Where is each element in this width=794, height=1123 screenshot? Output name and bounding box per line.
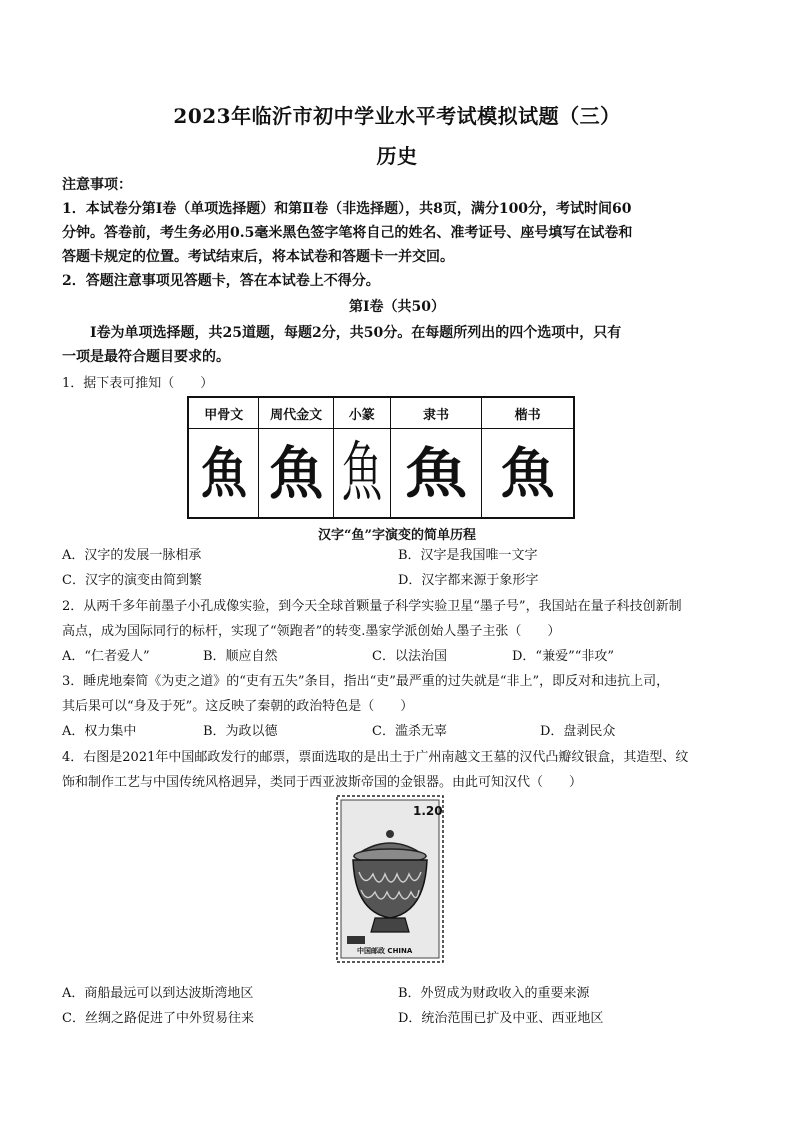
glyph-seal: 魚 [333,429,390,519]
glyph-bronze: 魚 [259,429,333,519]
q3-option-a[interactable]: A．权力集中 [62,724,137,739]
notes-item-1-line-3: 答题卡规定的位置。考试结束后，将本试卷和答题卡一并交回。 [62,249,454,265]
table-header-seal: 小篆 [333,397,390,429]
q1-option-c[interactable]: C．汉字的演变由简到繁 [62,573,202,588]
q3-option-c[interactable]: C．滥杀无辜 [372,724,447,739]
q4-option-b[interactable]: B．外贸成为财政收入的重要来源 [398,986,590,1001]
stamp-issuer: 中国邮政 CHINA [357,947,413,955]
stamp-value: 1.20 [413,804,443,818]
glyph-oracle: 魚 [188,429,259,519]
q2-option-d[interactable]: D．“兼爱”“非攻” [512,649,615,664]
exam-title: 2023年临沂市初中学业水平考试模拟试题（三） [173,104,621,128]
q1-option-a[interactable]: A．汉字的发展一脉相承 [62,548,202,563]
q3-stem-line-2: 其后果可以“身及于死”。这反映了秦朝的政治特色是（ ） [62,699,414,714]
q2-option-c[interactable]: C．以法治国 [372,649,447,664]
q1-option-b[interactable]: B．汉字是我国唯一文字 [398,548,538,563]
table-header-bronze: 周代金文 [259,397,333,429]
q3-stem-line-1: 3．睡虎地秦简《为吏之道》的“吏有五失”条目，指出“吏”最严重的过失就是“非上”，即反对和违抗上司， [62,674,670,689]
q4-stem-line-1: 4．右图是2021年中国邮政发行的邮票，票面选取的是出土于广州南越文王墓的汉代凸瓣纹银盒，其造型、纹 [62,750,689,765]
q2-stem-line-1: 2．从两千多年前墨子小孔成像实验，到今天全球首颗量子科学实验卫星“墨子号”，我国站在量子科技创新制 [62,599,682,614]
notes-item-1-line-2: 分钟。答卷前，考生务必用0.5毫米黑色签字笔将自己的姓名、准考证号、座号填写在试卷和 [62,225,633,241]
table-header-regular: 楷书 [482,397,574,429]
q4-option-d[interactable]: D．统治范围已扩及中亚、西亚地区 [398,1011,604,1026]
q1-option-d[interactable]: D．汉字都来源于象形字 [398,573,539,588]
notes-item-1-line-1: 1．本试卷分第Ⅰ卷（单项选择题）和第Ⅱ卷（非选择题），共8页，满分100分，考试时间60 [62,201,632,217]
q4-option-a[interactable]: A．商船最远可以到达波斯湾地区 [62,986,254,1001]
q2-option-b[interactable]: B．顺应自然 [203,649,278,664]
glyph-clerical: 魚 [390,429,482,519]
fish-evolution-table [187,396,575,519]
q2-option-a[interactable]: A．“仁者爱人” [62,649,150,664]
subject-title: 历史 [376,144,418,168]
notes-item-2: 2．答题注意事项见答题卡，答在本试卷上不得分。 [62,273,380,289]
q4-option-c[interactable]: C．丝绸之路促进了中外贸易往来 [62,1011,254,1026]
notes-heading: 注意事项： [62,177,132,193]
stamp-illustration [335,794,445,964]
q3-option-b[interactable]: B．为政以德 [203,724,278,739]
section-1-intro-line-2: 一项是最符合题目要求的。 [62,349,230,365]
section-1-intro-line-1: Ⅰ卷为单项选择题，共25道题，每题2分，共50分。在每题所列出的四个选项中，只有 [90,325,622,341]
table-caption: 汉字“鱼”字演变的简单历程 [318,528,476,543]
q1-stem: 1．据下表可推知（ ） [62,376,214,391]
q2-stem-line-2: 高点，成为国际同行的标杆，实现了“领跑者”的转变.墨家学派创始人墨子主张（ ） [62,624,561,639]
table-header-oracle: 甲骨文 [188,397,259,429]
q3-option-d[interactable]: D．盘剥民众 [540,724,616,739]
table-header-clerical: 隶书 [390,397,482,429]
q4-stem-line-2: 饰和制作工艺与中国传统风格迥异，类同于西亚波斯帝国的金银器。由此可知汉代（ ） [62,775,583,790]
section-1-heading: 第Ⅰ卷（共50） [348,299,446,315]
glyph-regular: 魚 [482,429,574,519]
silver-box-stamp [335,794,445,964]
